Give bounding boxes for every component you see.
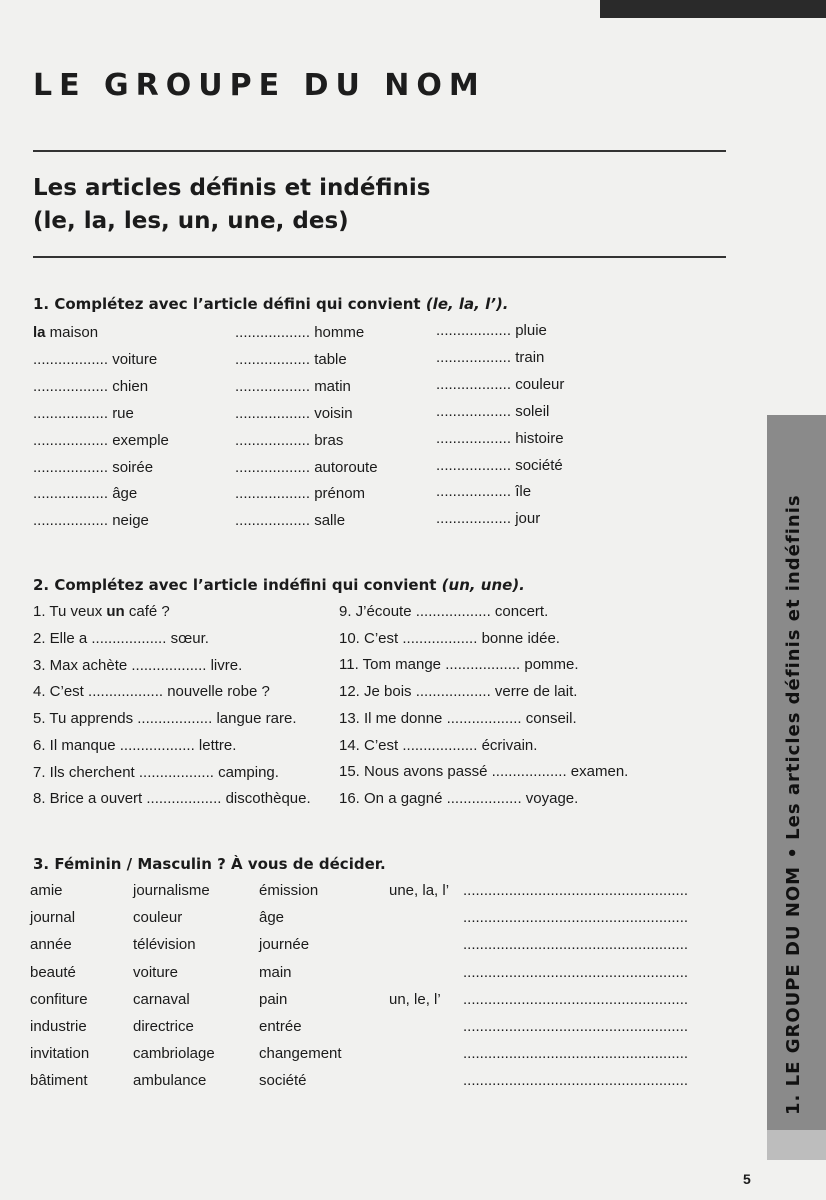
side-tab-topic: Les articles définis et indéfinis: [783, 494, 804, 840]
exercise-3-noun: [30, 1045, 89, 1063]
exercise-1-item: [33, 459, 153, 477]
noun: neige: [112, 512, 149, 530]
exercise-2-options: (un, une).: [441, 576, 525, 594]
answer-line[interactable]: ......................................................: [463, 963, 689, 981]
answer-blank[interactable]: ..................: [436, 402, 512, 420]
exercise-2-sentence: [33, 630, 209, 648]
exercise-3-answer-line: [463, 936, 688, 954]
exercise-3-answer-line: [463, 882, 688, 900]
top-corner-bar: [600, 0, 826, 18]
exercise-2-sentence: [33, 657, 242, 675]
answer-blank[interactable]: ..................: [415, 683, 491, 701]
sentence-end: voyage.: [525, 789, 579, 807]
side-tab-label: [783, 494, 804, 1115]
noun: rue: [112, 404, 134, 422]
example-article: la: [33, 324, 46, 341]
exercise-1-item: [436, 510, 540, 528]
answer-blank[interactable]: ..................: [436, 483, 512, 501]
sentence-end: livre.: [210, 656, 243, 674]
exercise-1-item: [436, 322, 547, 340]
sentence-end: camping.: [218, 763, 279, 781]
exercise-3-noun: [133, 1045, 215, 1063]
answer-blank[interactable]: ..................: [235, 458, 311, 476]
sentence-start: 9. J’écoute: [339, 603, 412, 620]
answer-blank[interactable]: ..................: [436, 456, 512, 474]
exercise-3-noun: [30, 1072, 88, 1090]
noun: âge: [259, 909, 285, 927]
exercise-3-answer-line: [463, 1045, 688, 1063]
answer-line[interactable]: ......................................................: [463, 909, 689, 927]
exercise-1-item: [436, 457, 563, 475]
exercise-1-item: [33, 512, 149, 530]
noun: histoire: [515, 429, 564, 447]
noun: train: [515, 348, 545, 366]
sentence-start: 6. Il manque: [33, 736, 116, 754]
masculine-label: un, le, l’: [389, 991, 441, 1008]
answer-blank[interactable]: ..................: [235, 431, 311, 449]
exercise-1-item: [33, 485, 137, 503]
noun: bâtiment: [30, 1072, 88, 1090]
answer-blank[interactable]: ..................: [415, 603, 491, 620]
exercise-3-answer-line: [463, 991, 688, 1009]
exercise-2-heading: [33, 576, 525, 594]
noun: invitation: [30, 1045, 90, 1063]
exercise-1-item: [235, 432, 343, 450]
noun: journal: [30, 909, 76, 927]
exercise-3-noun: [133, 991, 190, 1009]
answer-line[interactable]: ......................................................: [463, 1045, 689, 1063]
exercise-3-noun: [259, 991, 287, 1009]
sentence-start: 8. Brice a ouvert: [33, 790, 143, 808]
noun: changement: [259, 1045, 342, 1063]
answer-blank[interactable]: ..................: [491, 763, 567, 781]
title-divider: [33, 150, 726, 152]
side-tab-section: LE GROUPE DU NOM: [783, 865, 804, 1087]
noun: pluie: [515, 322, 547, 339]
exercise-3-noun: [259, 964, 292, 982]
noun: île: [515, 483, 532, 501]
noun: exemple: [112, 431, 169, 449]
noun: matin: [314, 377, 351, 395]
noun: émission: [259, 882, 319, 899]
noun: voiture: [112, 350, 158, 368]
noun: pain: [259, 990, 288, 1008]
exercise-2-sentence: [339, 656, 579, 674]
section-title: [33, 172, 431, 238]
answer-blank[interactable]: ..................: [446, 709, 522, 727]
sentence-start: 4. C’est: [33, 683, 84, 701]
sentence-start: 2. Elle a: [33, 630, 88, 647]
answer-blank[interactable]: ..................: [146, 790, 222, 808]
sentence-start: 15. Nous avons passé: [339, 763, 488, 781]
sentence-start: 14. C’est: [339, 736, 399, 754]
exercise-3-noun: [133, 882, 210, 900]
exercise-3-noun: [259, 909, 284, 927]
noun: journée: [259, 936, 310, 954]
exercise-3-noun: [30, 882, 63, 900]
section-title-line1: Les articles définis et indéfinis: [33, 175, 431, 201]
noun: soirée: [112, 458, 154, 476]
side-tab-separator: •: [783, 847, 804, 859]
answer-blank[interactable]: ..................: [235, 377, 311, 395]
section-divider: [33, 256, 726, 258]
section-title-line2: (le, la, les, un, une, des): [33, 208, 349, 234]
exercise-1-item: [33, 378, 148, 396]
sentence-start: 16. On a gagné: [339, 789, 443, 807]
noun: ambulance: [133, 1072, 207, 1090]
sentence-end: discothèque.: [225, 790, 311, 808]
exercise-1-item: [436, 403, 549, 421]
exercise-3-answer-line: [463, 964, 688, 982]
noun: homme: [314, 324, 365, 341]
noun: industrie: [30, 1018, 87, 1035]
sentence-start: 5. Tu apprends: [33, 710, 134, 728]
answer-blank[interactable]: ..................: [88, 683, 164, 701]
answer-blank[interactable]: ..................: [235, 350, 311, 368]
sentence-start: 11. Tom mange: [339, 656, 442, 674]
noun: autoroute: [314, 458, 378, 476]
noun: directrice: [133, 1018, 194, 1035]
exercise-2-sentence: [339, 763, 628, 781]
noun: beauté: [30, 963, 76, 981]
exercise-3-answer-line: [463, 1072, 688, 1090]
noun: cambriolage: [133, 1045, 215, 1063]
noun: voiture: [133, 963, 179, 981]
noun: société: [515, 456, 563, 474]
side-tab-strip: [767, 1130, 826, 1160]
noun: année: [30, 936, 72, 954]
exercise-1-heading: [33, 295, 509, 313]
exercise-2-sentence: [33, 710, 297, 728]
answer-blank[interactable]: ..................: [33, 350, 109, 368]
answer-blank[interactable]: ..................: [33, 512, 109, 530]
exercise-3-noun: [30, 1018, 87, 1036]
noun: carnaval: [133, 990, 190, 1008]
exercise-2-sentence: [339, 710, 577, 728]
exercise-2-example: [33, 603, 170, 621]
noun: jour: [515, 510, 541, 528]
noun: entrée: [259, 1018, 302, 1035]
sentence-end: bonne idée.: [481, 629, 560, 647]
answer-line[interactable]: ......................................................: [463, 882, 689, 899]
exercise-3-noun: [259, 1045, 342, 1063]
exercise-2-sentence: [339, 683, 577, 701]
sentence-end: verre de lait.: [494, 683, 578, 701]
answer-blank[interactable]: ..................: [33, 458, 109, 476]
sentence-start: 7. Ils cherchent: [33, 763, 135, 781]
answer-blank[interactable]: ..................: [436, 510, 512, 528]
noun: salle: [314, 512, 346, 530]
sentence-end: conseil.: [525, 709, 577, 727]
sentence-start: 10. C’est: [339, 629, 399, 647]
noun: chien: [112, 377, 149, 395]
example-article: un: [106, 603, 125, 620]
answer-blank[interactable]: ..................: [119, 736, 195, 754]
exercise-2-sentence: [339, 603, 548, 621]
exercise-1-item: [33, 351, 157, 369]
noun: société: [259, 1072, 307, 1090]
noun: voisin: [314, 404, 353, 422]
answer-blank[interactable]: ..................: [33, 485, 109, 503]
exercise-3-noun: [259, 1072, 307, 1090]
feminine-label: une, la, l’: [389, 882, 450, 899]
noun: table: [314, 350, 347, 368]
answer-blank[interactable]: ..................: [446, 789, 522, 807]
noun: amie: [30, 882, 63, 899]
exercise-3-noun: [133, 1072, 206, 1090]
page-title: LE GROUPE DU NOM: [33, 68, 486, 103]
answer-line[interactable]: ......................................................: [463, 1072, 689, 1090]
noun: couleur: [133, 909, 183, 927]
noun: prénom: [314, 485, 366, 503]
answer-blank[interactable]: ..................: [91, 630, 167, 647]
noun: soleil: [515, 402, 550, 420]
answer-blank[interactable]: ..................: [138, 763, 214, 781]
sentence-end: langue rare.: [216, 710, 297, 728]
exercise-3-noun: [30, 909, 75, 927]
answer-blank[interactable]: ..................: [33, 404, 109, 422]
exercise-2-sentence: [339, 630, 560, 648]
exercise-1-item: [235, 351, 347, 369]
exercise-2-instruction: 2. Complétez avec l’article indéfini qui convient: [33, 576, 442, 594]
sentence-end: pomme.: [524, 656, 579, 674]
exercise-2-sentence: [33, 790, 311, 808]
sentence-end: examen.: [570, 763, 629, 781]
answer-blank[interactable]: ..................: [445, 656, 521, 674]
answer-blank[interactable]: ..................: [235, 512, 311, 530]
exercise-3-noun: [133, 909, 182, 927]
sentence-end: écrivain.: [481, 736, 538, 754]
answer-blank[interactable]: ..................: [402, 736, 478, 754]
exercise-3-answer-line: [463, 909, 688, 927]
sentence-end: nouvelle robe ?: [167, 683, 270, 701]
exercise-3-heading: 3. Féminin / Masculin ? À vous de décider.: [33, 855, 386, 873]
sentence-start: 13. Il me donne: [339, 709, 443, 727]
answer-blank[interactable]: ..................: [436, 429, 512, 447]
exercise-1-item: [235, 405, 353, 423]
answer-blank[interactable]: ..................: [235, 485, 311, 503]
exercise-3-noun: [133, 1018, 194, 1036]
exercise-3-noun: [30, 936, 72, 954]
noun: confiture: [30, 990, 88, 1008]
exercise-1-item: [235, 459, 378, 477]
noun: bras: [314, 431, 344, 449]
answer-line[interactable]: ......................................................: [463, 990, 689, 1008]
sentence-end: lettre.: [198, 736, 237, 754]
example-suffix: café ?: [124, 603, 170, 620]
exercise-3-noun: [259, 882, 318, 900]
exercise-1-item: [235, 324, 364, 342]
exercise-2-sentence: [33, 683, 270, 701]
exercise-2-sentence: [339, 737, 537, 755]
exercise-1-item: [235, 512, 345, 530]
answer-blank[interactable]: ..................: [137, 710, 213, 728]
answer-line[interactable]: ......................................................: [463, 1018, 689, 1035]
sentence-end: concert.: [494, 603, 549, 620]
answer-blank[interactable]: ..................: [235, 324, 311, 341]
answer-blank[interactable]: ..................: [436, 322, 512, 339]
exercise-2-sentence: [339, 790, 578, 808]
sentence-start: 12. Je bois: [339, 683, 412, 701]
side-tab-number: 1.: [783, 1093, 804, 1115]
answer-blank[interactable]: ..................: [402, 629, 478, 647]
exercise-1-instruction: 1. Complétez avec l’article défini qui convient: [33, 295, 426, 313]
answer-blank[interactable]: ..................: [33, 377, 109, 395]
exercise-1-item: [436, 349, 544, 367]
exercise-2-sentence: [33, 764, 279, 782]
example-noun: maison: [45, 324, 99, 341]
noun: main: [259, 963, 292, 981]
exercise-2-sentence: [33, 737, 236, 755]
exercise-3-noun: [259, 1018, 302, 1036]
exercise-1-item: [436, 430, 564, 448]
exercise-3-noun: [30, 964, 76, 982]
exercise-3-noun: [133, 936, 196, 954]
exercise-3-noun: [133, 964, 178, 982]
answer-line[interactable]: ......................................................: [463, 936, 689, 954]
sentence-start: 3. Max achète: [33, 656, 128, 674]
noun: journalisme: [133, 882, 210, 899]
exercise-1-item: [33, 432, 169, 450]
sentence-end: sœur.: [170, 630, 209, 647]
exercise-1-item: [436, 376, 564, 394]
noun: couleur: [515, 375, 565, 393]
answer-blank[interactable]: ..................: [436, 375, 512, 393]
noun: âge: [112, 485, 138, 503]
exercise-1-item: [33, 405, 134, 423]
answer-blank[interactable]: ..................: [235, 404, 311, 422]
page-number: 5: [743, 1171, 751, 1187]
noun: télévision: [133, 936, 196, 954]
exercise-1-item: [235, 485, 365, 503]
exercise-3-answer-line: [463, 1018, 688, 1036]
exercise-1-options: (le, la, l’).: [425, 295, 509, 313]
exercise-1-item: [235, 378, 351, 396]
exercise-1-item: [436, 483, 531, 501]
answer-blank[interactable]: ..................: [33, 431, 109, 449]
answer-blank[interactable]: ..................: [131, 656, 207, 674]
example-prefix: 1. Tu veux: [33, 603, 107, 620]
exercise-3-noun: [259, 936, 309, 954]
answer-blank[interactable]: ..................: [436, 348, 512, 366]
exercise-3-noun: [30, 991, 88, 1009]
exercise-1-example: [33, 324, 98, 342]
